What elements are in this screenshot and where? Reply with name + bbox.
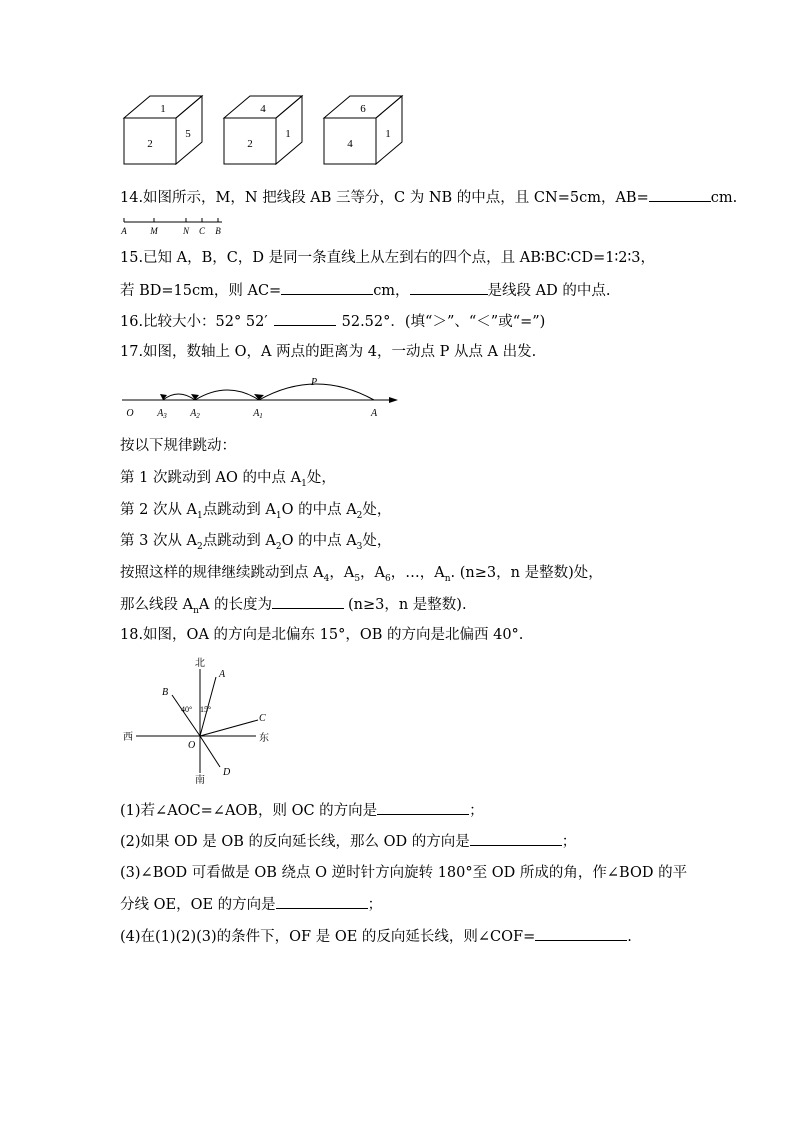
q16-blank[interactable] <box>274 311 336 326</box>
q15-blank-midpoint[interactable] <box>410 280 488 295</box>
cube-1 <box>124 96 202 164</box>
q18-label-a: A <box>219 669 226 680</box>
svg-text:A3: $A_3$ <box>157 408 167 420</box>
q18-text: 18.如图，OA 的方向是北偏东 15°，OB 的方向是北偏西 40°. <box>120 627 524 643</box>
q15-blank-ac[interactable] <box>281 280 373 295</box>
q17-text: 17.如图，数轴上 O，A 两点的距离为 4，一动点 P 从点 A 出发. <box>120 344 537 360</box>
q17-step3: 第 3 次从 $A_2$点跳动到 $A_2O$ 的中点 $A_3$处， <box>120 533 392 552</box>
q18-label-o: O <box>188 740 196 751</box>
q14-text: 14.如图所示，M，N 把线段 AB 三等分，C 为 NB 的中点，且 CN=5cm，AB= cm. <box>120 187 737 208</box>
q18-south-label: 南 <box>195 775 205 785</box>
q18-angle-15: 15° <box>200 705 212 714</box>
q18-label-d: D <box>223 767 231 778</box>
q18-compass-figure <box>118 655 278 785</box>
q17-label-a1: A <box>253 408 260 419</box>
q17-number-line <box>118 370 408 426</box>
svg-text:A1: $A_1$ <box>253 408 263 420</box>
cube-1-top: 1 <box>160 103 166 115</box>
cube-2-front: 2 <box>247 138 253 150</box>
q17-step2: 第 2 次从 $A_1$点跳动到 $A_1O$ 的中点 $A_2$处， <box>120 502 392 521</box>
q15-line2: 若 BD=15cm，则 AC= cm， 是线段 AD 的中点. <box>120 280 611 301</box>
q17-question: 那么线段 $A_nA$ 的长度为 (n≥3，n 是整数). <box>120 594 467 621</box>
cube-2-side: 1 <box>285 128 291 140</box>
q17-label-o: O <box>126 408 134 419</box>
cube-1-side: 5 <box>185 128 191 140</box>
q17-label-a3: A <box>157 408 164 419</box>
cube-3-side: 1 <box>385 128 391 140</box>
q18-west-label: 西 <box>123 732 133 743</box>
q14-label-a: A <box>121 226 127 236</box>
q16-text: 16.比较大小：52° 52′ 52.52°．(填“＞”、“＜”或“=”) <box>120 311 545 332</box>
q17-step4: 按照这样的规律继续跳动到点 $A_4$，$A_5$，$A_6$，…，$A_n$. (n≥3，n 是整数)处， <box>120 565 603 584</box>
q18-north-label: 北 <box>195 658 205 669</box>
q18-label-b: B <box>162 687 169 698</box>
q18-blank-1[interactable] <box>377 800 469 815</box>
q18-part3-line2: 分线 OE，OE 的方向是 ； <box>120 894 382 915</box>
cube-1-front: 2 <box>147 138 153 150</box>
q14-label-c: C <box>198 226 206 236</box>
q18-blank-3[interactable] <box>276 894 368 909</box>
q15-line1: 15.已知 A，B，C，D 是同一条直线上从左到右的四个点，且 AB∶BC∶CD=1∶2∶3， <box>120 250 656 266</box>
q18-label-c: C <box>259 713 266 724</box>
q18-part2: (2)如果 OD 是 OB 的反向延长线，那么 OD 的方向是 ； <box>120 831 576 852</box>
q17-rule: 按以下规律跳动： <box>120 438 236 454</box>
cube-3-front: 4 <box>347 138 353 150</box>
q18-part4: (4)在(1)(2)(3)的条件下，OF 是 OE 的反向延长线，则∠COF= . <box>120 926 632 947</box>
q18-part3-line1: (3)∠BOD 可看做是 OB 绕点 O 逆时针方向旋转 180°至 OD 所成的角，作∠BOD 的平 <box>120 865 688 881</box>
q18-part1: (1)若∠AOC=∠AOB，则 OC 的方向是 ； <box>120 800 484 821</box>
q14-segment-figure <box>118 214 228 238</box>
q18-east-label: 东 <box>259 733 269 744</box>
q14-label-b: B <box>215 226 221 236</box>
cube-3-top: 6 <box>360 103 366 115</box>
cube-3 <box>324 96 402 164</box>
cube-figures <box>110 92 410 172</box>
cube-2-top: 4 <box>260 103 266 115</box>
q14-label-n: N <box>182 226 190 236</box>
cube-2 <box>224 96 302 164</box>
q18-blank-4[interactable] <box>535 926 627 941</box>
q17-label-p: P <box>310 377 318 388</box>
q17-label-a: A <box>370 408 378 419</box>
q17-blank[interactable] <box>272 594 344 609</box>
svg-text:A2: $A_2$ <box>190 408 200 420</box>
q17-step1: 第 1 次跳动到 AO 的中点 $A_1$处， <box>120 470 336 489</box>
q18-blank-2[interactable] <box>470 831 562 846</box>
q14-label-m: M <box>150 226 158 236</box>
q14-blank[interactable] <box>649 187 711 202</box>
q18-angle-40: 40° <box>181 705 193 714</box>
q17-label-a2: A <box>190 408 197 419</box>
